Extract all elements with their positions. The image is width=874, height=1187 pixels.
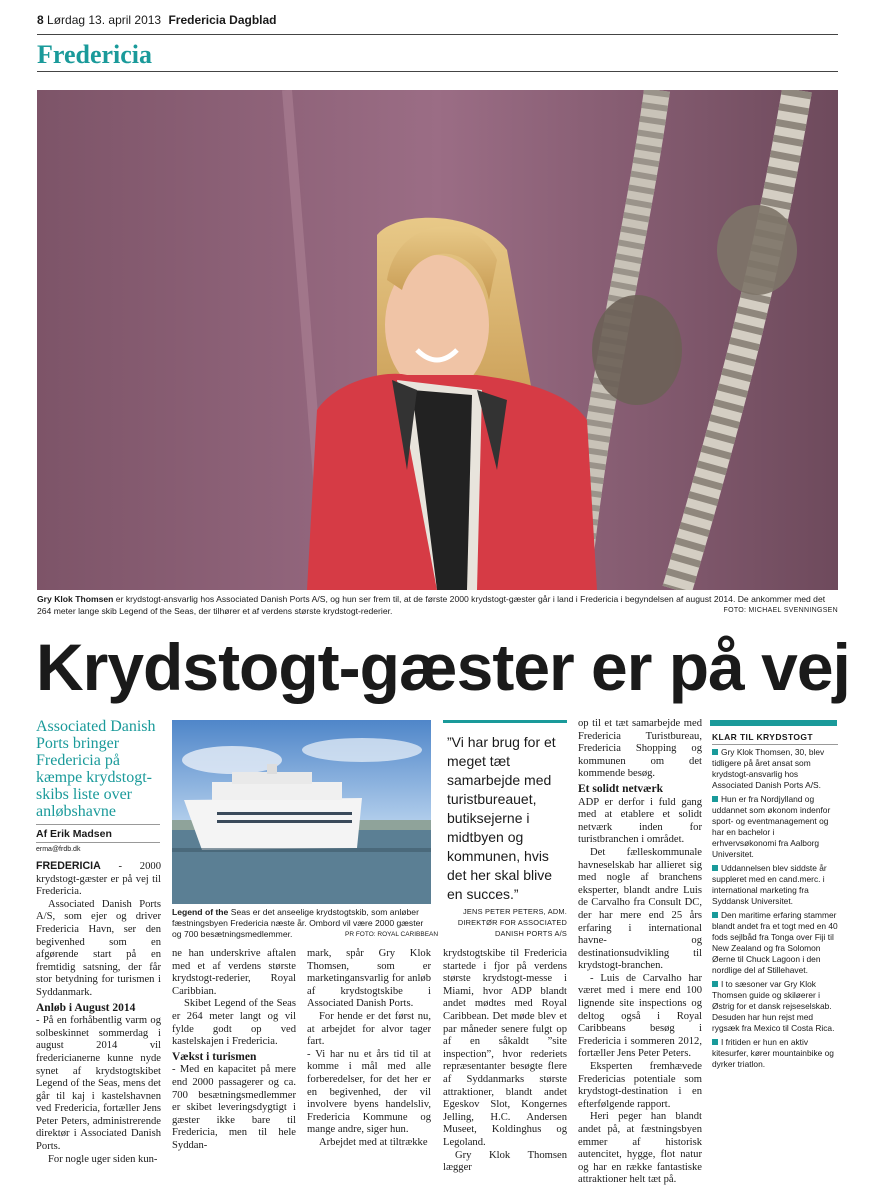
paragraph: ne han underskrive aftalen med et af verdens største krydstogt-rederier, Royal Caribbian.: [172, 948, 296, 997]
headline: Krydstogt-gæster er på vej: [36, 630, 850, 704]
subheading: Anløb i August 2014: [36, 1001, 136, 1014]
paragraph: - Luis de Carvalho har været med i mere end 100 lignende site inspections og deltog også i Royal Caribbeans besøg i Fredericia i sommeren 2012, fortæller Jens Peter Peters.: [578, 972, 702, 1060]
paragraph: Skibet Legend of the Seas er 264 meter langt og vil fylde godt op ved kastelskajen i Fredericia.: [172, 998, 296, 1048]
paragraph: For nogle uger siden kun-: [48, 1153, 158, 1165]
photo-credit: FOTO: MICHAEL SVENNINGSEN: [723, 607, 838, 614]
paragraph: mark, spår Gry Klok Thomsen, som er marketingansvarlig for anløb af krydstogtskibe i Associated Danish Ports.: [307, 948, 431, 1010]
fact-item: Uddannelsen blev siddste år suppleret med en cand.merc. i international marketing fra Syddansk Universitet.: [712, 863, 827, 906]
paragraph: op til et tæt samarbejde med Fredericia Turistbureau, Fredericia Shopping og kommunen om det kommende besøg.: [578, 718, 702, 780]
ship-photo-credit: PR FOTO: ROYAL CARIBBEAN: [345, 931, 439, 938]
caption-text: Seas er det anseelige krydstogtskib, som anløber fæstningsbyen Fredericia næste år. Ombord vil være 2000 gæster og 700 besætningsmedlemmer.: [172, 907, 424, 939]
bullet-square-icon: [712, 1039, 718, 1045]
factbox-list: [712, 747, 838, 1073]
fact-item: Den maritime erfaring stammer blandt andet fra et togt med en 40 fods sejlbåd fra Tonga over Fiji til New Zealand og fra Solomon Øerne til Chuck Lagoon i den nordlige del af Stillehavet.: [712, 910, 838, 975]
article-column-5: [578, 718, 702, 1187]
paragraph: ADP er derfor i fuld gang med at etablere et solidt netværk inden for turistbranchen i området.: [578, 796, 702, 846]
quote-accent-bar: [443, 720, 567, 723]
caption-name: Legend of the: [172, 907, 229, 917]
byline-rule: [36, 824, 160, 825]
bullet-square-icon: [712, 912, 718, 918]
page-number: 8: [37, 13, 44, 27]
bullet-square-icon: [712, 796, 718, 802]
bullet-square-icon: [712, 981, 718, 987]
main-photo: [37, 90, 838, 590]
article-column-2: [172, 948, 296, 1153]
issue-date: Lørdag 13. april 2013: [47, 13, 162, 27]
fact-item: I to sæsoner var Gry Klok Thomsen guide og skiløerer i Østrig for et dansk rejseselskab. Desuden har hun rejst med rygsæk fra Mexico til Costa Rica.: [712, 979, 835, 1033]
fact-item: Gry Klok Thomsen, 30, blev tidligere på året ansat som krydstogt-ansvarlig hos Associated Danish Ports A/S.: [712, 747, 825, 790]
paragraph: - Med en kapacitet på mere end 2000 passagerer og ca. 700 besætningsmedlemmer er skibet leveringsdygtigt i gæster ikke bare til Fredericia, men til hele Syddan-: [172, 1064, 296, 1151]
caption-name: Gry Klok Thomsen: [37, 594, 114, 604]
paper-name: Fredericia Dagblad: [168, 13, 277, 27]
fact-item: Hun er fra Nordjylland og uddannet som økonom indenfor sport- og eventmanagement og har en bachelor i erhvervsøkonomi fra Aalborg Universitet.: [712, 794, 831, 859]
article-column-1: [36, 860, 161, 1166]
paragraph: Associated Danish Ports A/S, som ejer og driver Fredericia Havn, ser den begivenhed som en afgørende start på en fremtidig satsning, der får stor betydning for turismen i Syddanmark.: [36, 898, 161, 998]
factbox-accent-bar: [710, 720, 837, 726]
factbox-rule: [712, 744, 838, 745]
paragraph: - 2000 krydstogt-gæster er på vej til Fredericia.: [36, 861, 161, 898]
byline: Af Erik Madsen: [36, 828, 112, 840]
byline-rule-2: [36, 842, 160, 843]
section-rule: [37, 71, 838, 72]
paragraph: krydstogtskibe til Fredericia startede i fjor på verdens største krydstogt-messe i Miami, hvor ADP blandt andet mødtes med Royal Caribbean. Det møde blev et par måneder senere fulgt op af en såkaldt ”site inspection”, hvor rederiets repræsentanter besøgte flere af Syddanmarks største attraktioner, blandt andet Egeskov Slot, Kongernes Jelling, H.C. Andersen Museet, Koldinghus og Legoland.: [443, 948, 567, 1148]
ship-photo: [172, 720, 431, 904]
intro-deck: Associated Danish Ports bringer Fredericia på kæmpe krydstogt-skibs liste over anløbshavne: [36, 718, 156, 820]
paragraph: Gry Klok Thomsen lægger: [443, 1149, 567, 1174]
bullet-square-icon: [712, 865, 718, 871]
author-email: erma@frdb.dk: [36, 846, 81, 853]
bullet-square-icon: [712, 749, 718, 755]
paragraph: - Vi har nu et års tid til at komme i mål med alle forberedelser, for det her er en begivenhed, der vil involvere byens handelsliv, Fredericia Kommune og mange andre, siger hun.: [307, 1048, 431, 1136]
article-column-3: [307, 948, 431, 1150]
section-title: Fredericia: [37, 40, 153, 69]
photo-caption: [37, 593, 838, 617]
paragraph: - På en forhåbentlig varm og solbeskinnet sommerdag i august 2014 vil fredericianerne kunne nyde synet af krydstogtskibet Legend of the Seas, mens det går til kaj i kastelshavnen ved Fredericia, fortæller Jens Peter Peters, administrerende direktør i Associated Danish Ports.: [36, 1015, 161, 1153]
paragraph: Heri peger han blandt andet på, at fæstningsbyen emmer af historisk autencitet, hygge, flot natur og har en række fantastiske attraktioner helt tæt på.: [578, 1111, 702, 1186]
subheading: Et solidt netværk: [578, 782, 663, 795]
page-folio: [37, 13, 277, 27]
paragraph: Eksperten fremhævede Fredericias potentiale som krydstogt-destination i en efterfølgende rapport.: [578, 1061, 702, 1110]
paragraph: Det fælleskommunale havneselskab har allieret sig med nogle af branchens eksperter, blandt andre Luis de Carvalho fra Consult DC, der har mere end 25 års erfaring i international havne- og destinationsudvikling til krydstogt-branchen.: [578, 846, 702, 972]
subheading: Vækst i turismen: [172, 1050, 257, 1063]
dateline: FREDERICIA: [36, 860, 101, 872]
header-rule: [37, 34, 838, 35]
caption-text: er krydstogt-ansvarlig hos Associated Danish Ports A/S, og hun ser frem til, at de første 2000 krydstogt-gæster går i land i Fredericia i begyndelsen af august 2014. De ankommer med det 264 meter lange skib Legend of the Seas, der tilhører et af verdens største krydstogt-rederier.: [37, 594, 826, 616]
paragraph: Arbejdet med at tiltrække: [319, 1136, 428, 1148]
pull-quote: ”Vi har brug for et meget tæt samarbejde med turistbureauet, butiksejerne i midtbyen og kommunen, hvis det her skal blive en succes.”: [447, 734, 556, 902]
fact-item: I fritiden er hun en aktiv kitesurfer, kører mountainbike og dyrker triatlon.: [712, 1037, 834, 1069]
paragraph: For hende er det først nu, at arbejdet for alvor tager fart.: [307, 1010, 431, 1048]
factbox-title: KLAR TIL KRYDSTOGT: [712, 732, 814, 742]
article-column-4: [443, 948, 567, 1175]
quote-attribution: JENS PETER PETERS, ADM. DIREKTØR FOR ASSOCIATED DANISH PORTS A/S: [457, 907, 567, 938]
